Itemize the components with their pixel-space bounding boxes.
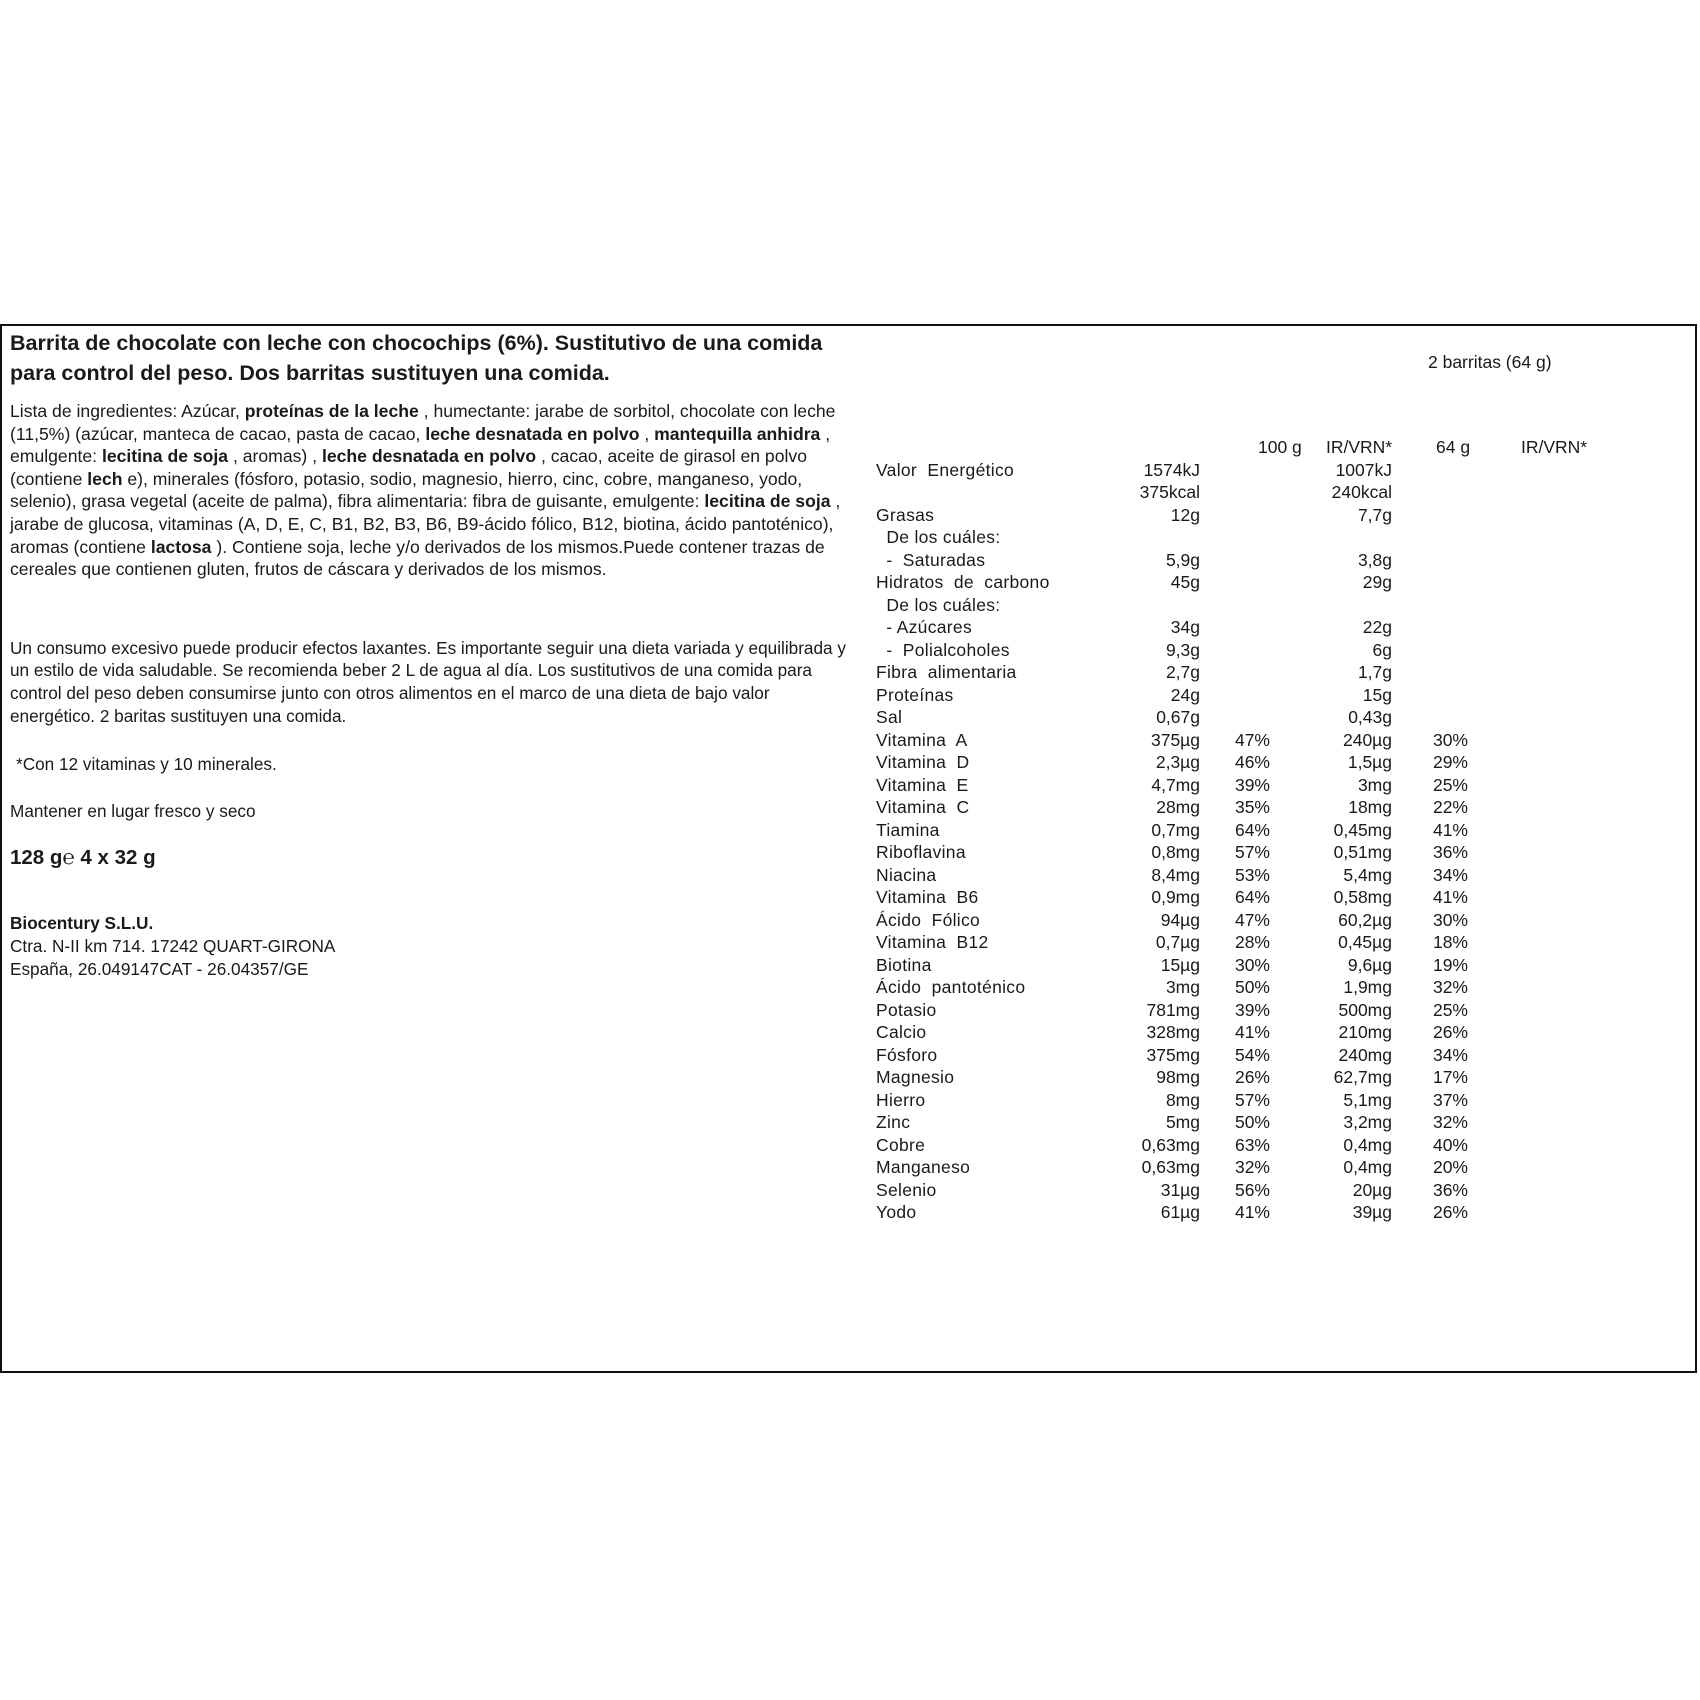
ir-per-100g: 50% [1234, 1112, 1270, 1132]
nutrient-name: Vitamina B6 [876, 887, 979, 907]
ir-per-64g: 37% [1432, 1089, 1468, 1110]
ir-per-100g: 26% [1234, 1067, 1270, 1087]
nutrient-name: De los cuáles: [876, 594, 1001, 615]
ir-per-100g: 57% [1234, 1089, 1270, 1110]
nutrition-row [876, 526, 1696, 549]
ir-per-100g: 63% [1234, 1134, 1270, 1155]
nutrition-row [876, 504, 1696, 527]
value-per-64g: 29g [1362, 572, 1392, 592]
value-per-100g: 5mg [1165, 1112, 1200, 1132]
ingredient-text: , humectante: jarabe de sorbitol, chocolate con leche (11,5%) (azúcar, manteca de cacao, pasta de cacao, [10, 401, 836, 444]
header-per-100g: 100 g [1258, 437, 1302, 457]
nutrition-row [876, 1089, 1696, 1112]
nutrient-name: Zinc [876, 1112, 911, 1132]
company-name: Biocentury S.L.U. [10, 913, 154, 934]
nutrient-name: Vitamina D [876, 752, 970, 772]
ir-per-100g: 28% [1234, 932, 1270, 952]
ir-per-100g: 53% [1234, 864, 1270, 885]
allergen-text: lecitina de soja [704, 491, 831, 512]
value-per-64g: 1,5µg [1347, 752, 1392, 772]
value-per-64g: 62,7mg [1333, 1067, 1392, 1087]
serving-size-label: 2 barritas (64 g) [1428, 352, 1552, 372]
nutrition-row [876, 1044, 1696, 1067]
nutrient-name: - Polialcoholes [876, 639, 1010, 660]
ir-per-100g: 41% [1234, 1202, 1270, 1222]
value-per-64g: 5,1mg [1343, 1089, 1392, 1110]
nutrient-name: Hierro [876, 1089, 926, 1110]
allergen-text: mantequilla anhidra [654, 423, 821, 444]
value-per-100g: 9,3g [1165, 639, 1200, 660]
value-per-100g: 1574kJ [1143, 459, 1200, 480]
header-ir-100g: IR/VRN* [1326, 437, 1393, 457]
nutrition-row [876, 1134, 1696, 1157]
allergen-text: lech [87, 468, 123, 489]
ir-per-64g: 26% [1432, 1202, 1468, 1222]
value-per-100g: 2,7g [1165, 662, 1200, 682]
nutrient-name: Calcio [876, 1022, 927, 1042]
value-per-100g: 0,63mg [1141, 1134, 1200, 1155]
value-per-64g: 7,7g [1357, 504, 1392, 525]
nutrient-name: Proteínas [876, 684, 954, 705]
header-ir-64g: IR/VRN* [1521, 437, 1588, 457]
nutrition-row [876, 706, 1696, 729]
value-per-64g: 500mg [1338, 999, 1392, 1020]
nutrition-row [876, 1111, 1696, 1134]
nutrition-row [876, 796, 1696, 819]
value-per-64g: 0,58mg [1333, 887, 1392, 907]
value-per-100g: 8,4mg [1151, 864, 1200, 885]
value-per-100g: 98mg [1156, 1067, 1200, 1087]
ir-per-64g: 25% [1432, 999, 1468, 1020]
nutrition-row [876, 481, 1696, 504]
value-per-100g: 0,67g [1156, 707, 1200, 727]
ir-per-100g: 54% [1234, 1044, 1270, 1065]
nutrition-row [876, 999, 1696, 1022]
value-per-100g: 45g [1170, 572, 1200, 592]
nutrient-name: Grasas [876, 504, 935, 525]
nutrition-row [876, 931, 1696, 954]
value-per-100g: 0,9mg [1151, 887, 1200, 907]
nutrient-name: De los cuáles: [876, 527, 1001, 547]
label-left-column [10, 326, 850, 980]
nutrient-name: Niacina [876, 864, 937, 885]
nutrition-row [876, 954, 1696, 977]
nutrient-name: Fibra alimentaria [876, 662, 1017, 682]
ir-per-100g: 39% [1234, 999, 1270, 1020]
nutrition-row [876, 841, 1696, 864]
ir-per-100g: 41% [1234, 1022, 1270, 1042]
nutrition-row [876, 729, 1696, 752]
laxative-warning: Un consumo excesivo puede producir efectos laxantes. Es importante seguir una dieta variada y equilibrada y un estilo de vida saludable. Se recomienda beber 2 L de agua al día. Los sustitutivos de una comida para control del peso deben consumirse junto con otros alimentos en el marco de una dieta de bajo valor energético. 2 baritas sustituyen una comida. [10, 637, 846, 726]
ingredient-text: , [639, 423, 655, 444]
nutrient-name: Fósforo [876, 1044, 938, 1065]
value-per-64g: 240µg [1342, 729, 1392, 750]
nutrition-row [876, 1179, 1696, 1202]
value-per-100g: 8mg [1165, 1089, 1200, 1110]
value-per-100g: 0,7µg [1155, 932, 1200, 952]
net-weight: 128 g℮ 4 x 32 g [10, 846, 156, 870]
ir-per-64g: 34% [1432, 1044, 1468, 1065]
nutrient-name: Hidratos de carbono [876, 572, 1050, 592]
ir-per-100g: 47% [1234, 729, 1270, 750]
nutrition-row [876, 639, 1696, 662]
nutrient-name: Riboflavina [876, 842, 966, 862]
value-per-64g: 1,9mg [1343, 977, 1392, 997]
allergen-text: lactosa [150, 536, 212, 557]
ingredient-text: , emulgente: [10, 423, 831, 467]
nutrient-name: Vitamina E [876, 774, 969, 795]
value-per-100g: 0,63mg [1141, 1157, 1200, 1177]
value-per-100g: 94µg [1160, 909, 1200, 930]
value-per-64g: 15g [1362, 684, 1392, 705]
value-per-64g: 3,2mg [1343, 1112, 1392, 1132]
header-per-64g: 64 g [1436, 437, 1471, 457]
nutrient-name: Potasio [876, 999, 937, 1020]
ingredient-text: e), minerales (fósforo, potasio, sodio, magnesio, hierro, cinc, cobre, manganeso, yodo, selenio), grasa vegetal (aceite de palma), fibra alimentaria: fibra de guisante, emulgente: [10, 468, 803, 512]
ir-per-64g: 34% [1432, 864, 1468, 885]
value-per-64g: 39µg [1352, 1202, 1392, 1222]
value-per-100g: 375kcal [1139, 482, 1200, 502]
nutrition-row [876, 1021, 1696, 1044]
ir-per-64g: 19% [1432, 954, 1468, 975]
nutrition-row [876, 864, 1696, 887]
ir-per-100g: 64% [1234, 887, 1270, 907]
value-per-64g: 1,7g [1357, 662, 1392, 682]
storage-instructions: Mantener en lugar fresco y seco [10, 800, 256, 821]
nutrition-row [876, 661, 1696, 684]
value-per-64g: 0,43g [1348, 707, 1392, 727]
nutrition-row [876, 459, 1696, 482]
value-per-64g: 18mg [1348, 797, 1392, 817]
ir-per-64g: 20% [1432, 1157, 1468, 1177]
value-per-64g: 0,4mg [1343, 1134, 1392, 1155]
nutrient-name: Magnesio [876, 1067, 955, 1087]
value-per-64g: 3mg [1357, 774, 1392, 795]
ir-per-64g: 22% [1432, 797, 1468, 817]
ir-per-64g: 30% [1432, 729, 1468, 750]
value-per-100g: 5,9g [1165, 549, 1200, 570]
ir-per-100g: 39% [1234, 774, 1270, 795]
nutrition-row [876, 571, 1696, 594]
ir-per-100g: 46% [1234, 752, 1270, 772]
allergen-text: leche desnatada en polvo [321, 446, 537, 467]
value-per-64g: 5,4mg [1343, 864, 1392, 885]
value-per-64g: 0,45µg [1338, 932, 1392, 952]
nutrient-name: Valor Energético [876, 459, 1015, 480]
nutrition-table-header [876, 436, 1696, 459]
nutrient-name: Ácido Fólico [876, 909, 981, 930]
nutrition-row [876, 549, 1696, 572]
value-per-64g: 60,2µg [1338, 909, 1392, 930]
ingredient-text: , cacao, aceite de girasol en polvo (contiene [10, 446, 807, 489]
value-per-100g: 4,7mg [1151, 774, 1200, 795]
nutrient-name: Manganeso [876, 1157, 971, 1177]
allergen-text: lecitina de soja [101, 446, 229, 467]
nutrient-name: Vitamina A [876, 729, 968, 750]
ir-per-64g: 40% [1432, 1134, 1468, 1155]
ir-per-64g: 32% [1432, 1112, 1468, 1132]
ir-per-64g: 41% [1432, 887, 1468, 907]
value-per-64g: 210mg [1338, 1022, 1392, 1042]
value-per-64g: 3,8g [1357, 549, 1392, 570]
ir-per-64g: 32% [1432, 977, 1468, 997]
value-per-100g: 0,7mg [1151, 819, 1200, 840]
ir-per-100g: 47% [1234, 909, 1270, 930]
allergen-text: leche desnatada en polvo [425, 423, 640, 444]
value-per-100g: 12g [1170, 504, 1200, 525]
vitamins-note: *Con 12 vitaminas y 10 minerales. [16, 754, 277, 775]
ir-per-64g: 17% [1432, 1067, 1468, 1087]
nutrition-row [876, 819, 1696, 842]
allergen-text: proteínas de la leche [244, 401, 419, 421]
ir-per-64g: 25% [1432, 774, 1468, 795]
value-per-64g: 6g [1372, 639, 1392, 660]
nutrient-name: Yodo [876, 1202, 917, 1222]
nutrition-label-panel [0, 324, 1697, 1373]
nutrient-name: Tiamina [876, 819, 940, 840]
nutrition-rows [876, 459, 1696, 1224]
nutrient-name: Ácido pantoténico [876, 977, 1026, 997]
value-per-64g: 240kcal [1331, 482, 1392, 502]
ir-per-64g: 29% [1432, 752, 1468, 772]
ir-per-100g: 57% [1234, 842, 1270, 862]
ingredients-list [10, 400, 850, 581]
nutrition-row [876, 909, 1696, 932]
nutrition-row [876, 684, 1696, 707]
nutrition-row [876, 976, 1696, 999]
ir-per-100g: 30% [1234, 954, 1270, 975]
ir-per-100g: 56% [1234, 1179, 1270, 1200]
ir-per-64g: 26% [1432, 1022, 1468, 1042]
nutrient-name: Vitamina C [876, 797, 970, 817]
company-registry: España, 26.049147CAT - 26.04357/GE [10, 958, 309, 979]
nutrient-name: Selenio [876, 1179, 937, 1200]
ir-per-64g: 36% [1432, 842, 1468, 862]
ir-per-100g: 64% [1234, 819, 1270, 840]
value-per-64g: 22g [1362, 617, 1392, 637]
nutrition-row [876, 616, 1696, 639]
nutrient-name: Biotina [876, 954, 932, 975]
nutrient-name: - Saturadas [876, 549, 986, 570]
nutrient-name: - Azúcares [876, 617, 972, 637]
value-per-64g: 0,45mg [1333, 819, 1392, 840]
ir-per-64g: 18% [1432, 932, 1468, 952]
nutrition-row [876, 751, 1696, 774]
nutrient-name: Sal [876, 707, 903, 727]
nutrition-row [876, 774, 1696, 797]
nutrient-name: Cobre [876, 1134, 926, 1155]
ingredient-text: , jarabe de glucosa, vitaminas (A, D, E, C, B1, B2, B3, B6, B9-ácido fólico, B12, biotina, ácido pantoténico), aromas (contiene [10, 491, 841, 557]
value-per-100g: 375µg [1150, 729, 1200, 750]
value-per-64g: 0,51mg [1333, 842, 1392, 862]
nutrition-row [876, 1156, 1696, 1179]
ingredient-text: ). Contiene soja, leche y/o derivados de los mismos.Puede contener trazas de cereales que contienen gluten, frutos de cáscara y derivados de los mismos. [10, 536, 825, 580]
value-per-100g: 15µg [1160, 954, 1200, 975]
value-per-100g: 375mg [1146, 1044, 1200, 1065]
nutrition-row [876, 886, 1696, 909]
ir-per-100g: 35% [1234, 797, 1270, 817]
nutrition-row [876, 1201, 1696, 1224]
value-per-100g: 31µg [1160, 1179, 1200, 1200]
value-per-100g: 2,3µg [1155, 752, 1200, 772]
value-per-64g: 20µg [1352, 1179, 1392, 1200]
value-per-100g: 24g [1170, 684, 1200, 705]
value-per-64g: 240mg [1338, 1044, 1392, 1065]
nutrition-table [876, 436, 1696, 1224]
ir-per-64g: 41% [1432, 819, 1468, 840]
nutrition-row [876, 1066, 1696, 1089]
ingredient-text: , aromas) , [228, 446, 322, 467]
value-per-100g: 328mg [1146, 1022, 1200, 1042]
ir-per-64g: 36% [1432, 1179, 1468, 1200]
nutrient-name: Vitamina B12 [876, 932, 989, 952]
product-title: Barrita de chocolate con leche con chocochips (6%). Sustitutivo de una comida para control del peso. Dos barritas sustituyen una comida. [10, 331, 823, 385]
ir-per-64g: 30% [1432, 909, 1468, 930]
value-per-64g: 0,4mg [1343, 1157, 1392, 1177]
nutrition-row [876, 594, 1696, 617]
company-address: Ctra. N-II km 714. 17242 QUART-GIRONA [10, 935, 336, 956]
value-per-64g: 1007kJ [1335, 459, 1392, 480]
ingredient-text: Lista de ingredientes: Azúcar, [10, 401, 245, 421]
ir-per-100g: 50% [1234, 977, 1270, 997]
value-per-100g: 61µg [1160, 1202, 1200, 1222]
value-per-100g: 3mg [1165, 977, 1200, 997]
value-per-100g: 34g [1170, 617, 1200, 637]
value-per-64g: 9,6µg [1347, 954, 1392, 975]
value-per-100g: 0,8mg [1151, 842, 1200, 862]
value-per-100g: 781mg [1146, 999, 1200, 1020]
value-per-100g: 28mg [1156, 797, 1200, 817]
ir-per-100g: 32% [1234, 1157, 1270, 1177]
